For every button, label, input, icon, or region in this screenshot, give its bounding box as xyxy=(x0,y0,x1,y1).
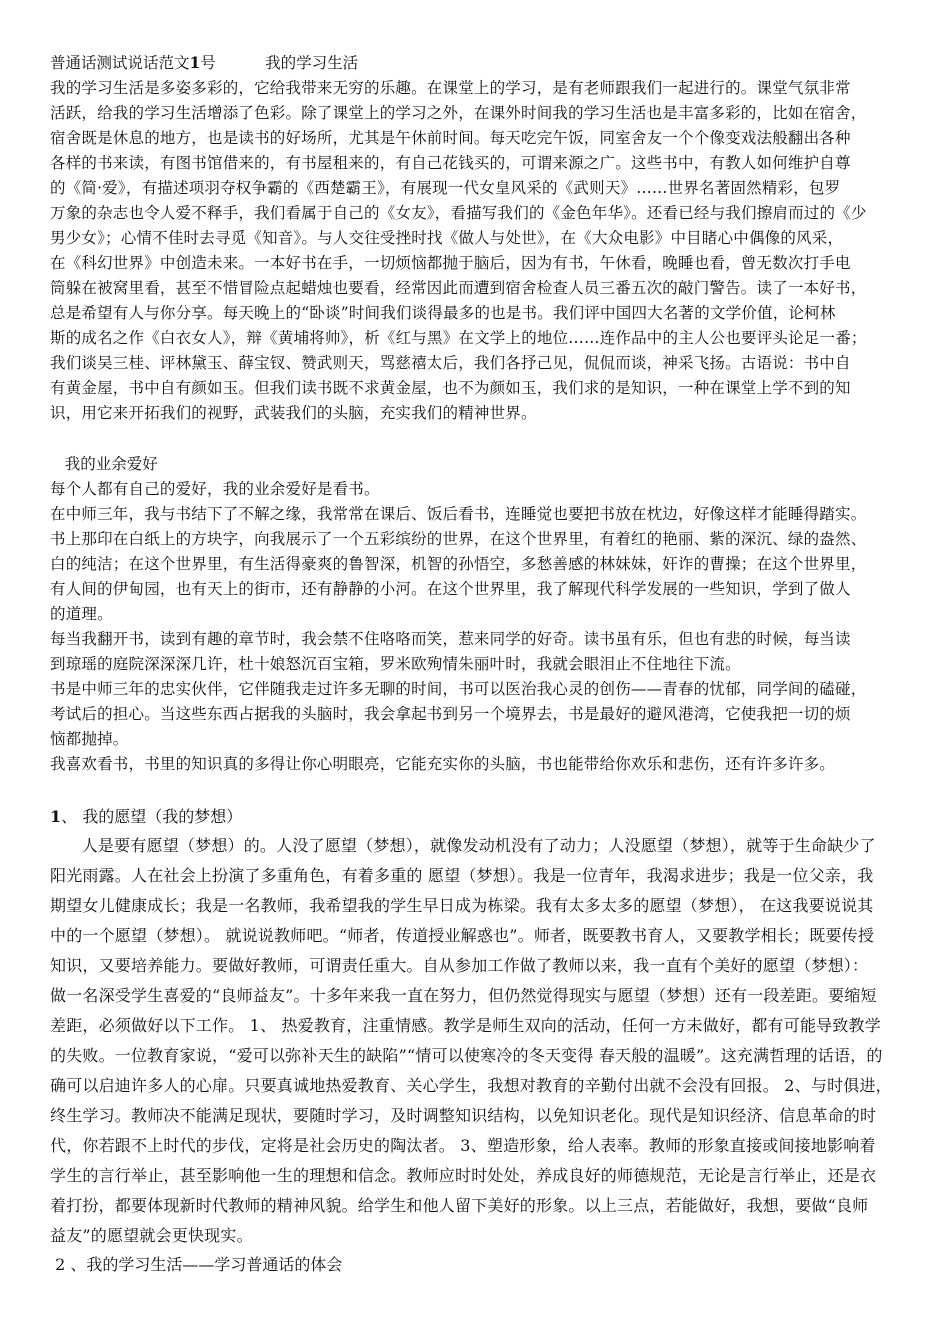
text-line: 男少女》；心情不佳时去寻觅《知音》。与人交往受挫时找《做人与处世》，在《大众电影》中目睹心中偶像的风采， xyxy=(50,229,844,247)
text-line: 万象的杂志也令人爱不释手，我们看属于自己的《女友》，看描写我们的《金色年华》。还看已经与我们擦肩而过的《少 xyxy=(50,204,867,222)
section-title xyxy=(50,50,908,76)
section-title xyxy=(50,803,908,831)
text-line: 白的纯洁；在这个世界里，有生活得豪爽的鲁智深，机智的孙悟空，多愁善感的林妹妹，奸诈的曹操；在这个世界里， xyxy=(50,555,867,573)
title-text: 普通话测试说话范文 xyxy=(50,54,190,72)
text-line: 书上那印在白纸上的方块字，向我展示了一个五彩缤纷的世界，在这个世界里，有着红的艳丽、紫的深沉、绿的盎然、 xyxy=(50,530,867,548)
text-line: 的道理。 xyxy=(50,605,113,623)
text-line: 人是要有愿望（梦想）的。人没了愿望（梦想），就像发动机没有了动力；人没愿望（梦想），就等于生命缺少了 xyxy=(50,836,876,855)
section-gap xyxy=(50,426,908,452)
text-line: 阳光雨露。人在社会上扮演了多重角色，有着多重的 愿望（梦想）。我是一位青年，我渴求进步；我是一位父亲，我 xyxy=(50,866,874,885)
text-line: 恼都抛掉。 xyxy=(50,730,129,748)
title-spacer xyxy=(216,54,265,72)
section-body xyxy=(50,76,908,426)
text-line: 识，用它来开拓我们的视野，武装我们的头脑，充实我们的精神世界。 xyxy=(50,404,537,422)
section-study-life xyxy=(50,50,908,426)
text-line: 各样的书来读，有图书馆借来的，有书屋租来的，有自己花钱买的，可谓来源之广。这些书中，有教人如何维护自尊 xyxy=(50,154,851,172)
text-line: 在中师三年，我与书结下了不解之缘，我常常在课后、饭后看书，连睡觉也要把书放在枕边，好像这样才能睡得踏实。 xyxy=(50,505,867,523)
text-line: 我们谈吴三桂、评林黛玉、薛宝钗、赞武则天，骂慈禧太后，我们各抒己见，侃侃而谈，神采飞扬。古语说：书中自 xyxy=(50,354,851,372)
text-line: 有人间的伊甸园，也有天上的街市，还有静静的小河。在这个世界里，我了解现代科学发展的一些知识，学到了做人 xyxy=(50,580,851,598)
text-line: 每个人都有自己的爱好，我的业余爱好是看书。 xyxy=(50,480,380,498)
text-line: 的失败。一位教育家说，“爱可以弥补天生的缺陷”“情可以使寒冷的冬天变得 春天般的温暖”。这充满哲理的话语，的 xyxy=(50,1046,883,1065)
text-line: 活跃，给我的学习生活增添了色彩。除了课堂上的学习之外，在课外时间我的学习生活也是丰富多彩的，比如在宿舍， xyxy=(50,104,867,122)
text-line: 中的一个愿望（梦想）。 就说说教师吧。“师者，传道授业解惑也”。师者，既要教书育人，又要教学相长；既要传授 xyxy=(50,926,875,945)
text-line: 差距，必须做好以下工作。 1、 热爱教育，注重情感。教学是师生双向的活动，任何一方未做好，都有可能导致教学 xyxy=(50,1016,881,1035)
title-suffix: 号 xyxy=(200,54,216,72)
text-line: 斯的成名之作《白衣女人》，辩《黄埔将帅》，析《红与黑》在文学上的地位……连作品中的主人公也要评头论足一番； xyxy=(50,329,867,347)
section-hobby xyxy=(50,452,908,777)
text-line: 代，你若跟不上时代的步伐，定将是社会历史的陶汰者。 3、塑造形象，给人表率。教师的形象直接或间接地影响着 xyxy=(50,1136,876,1155)
text-line: 做一名深受学生喜爱的“良师益友”。十多年来我一直在努力，但仍然觉得现实与愿望（梦想）还有一段差距。要缩短 xyxy=(50,986,877,1005)
section-putonghua xyxy=(50,1251,908,1279)
section-body xyxy=(50,477,908,777)
section-body xyxy=(50,831,908,1251)
text-line: 确可以启迪许多人的心扉。只要真诚地热爱教育、关心学生，我想对教育的辛勤付出就不会没有回报。 2、与时俱进， xyxy=(50,1076,892,1095)
text-line: 书是中师三年的忠实伙伴，它伴随我走过许多无聊的时间，书可以医治我心灵的创伤——青春的忧郁，同学间的磕碰， xyxy=(50,680,867,698)
title-number: 1 xyxy=(189,53,201,72)
text-line: 宿舍既是休息的地方，也是读书的好场所，尤其是午休前时间。每天吃完午饭，同室舍友一个个像变戏法般翻出各种 xyxy=(50,129,851,147)
section-wish xyxy=(50,803,908,1251)
text-line: 我喜欢看书，书里的知识真的多得让你心明眼亮，它能充实你的头脑，书也能带给你欢乐和悲伤，还有许多许多。 xyxy=(50,755,836,773)
text-line: 总是希望有人与你分享。每天晚上的“卧谈”时间我们谈得最多的也是书。我们评中国四大名著的文学价值，论柯林 xyxy=(50,304,836,322)
text-line: 期望女儿健康成长；我是一名教师，我希望我的学生早日成为栋梁。我有太多太多的愿望（梦想）， 在这我要说说其 xyxy=(50,896,874,915)
text-line: 益友”的愿望就会更快现实。 xyxy=(50,1226,253,1245)
text-line: 知识，又要培养能力。要做好教师，可谓责任重大。自从参加工作做了教师以来，我一直有个美好的愿望（梦想）： xyxy=(50,956,869,975)
text-line: 我的学习生活是多姿多彩的，它给我带来无穷的乐趣。在课堂上的学习，是有老师跟我们一起进行的。课堂气氛非常 xyxy=(50,79,851,97)
text-line: 到琼瑶的庭院深深深几许，杜十娘怒沉百宝箱，罗米欧殉情朱丽叶时，我就会眼泪止不住地往下流。 xyxy=(50,655,741,673)
title-text: 、 我的愿望（我的梦想） xyxy=(61,807,243,826)
section-title: 2 、我的学习生活——学习普通话的体会 xyxy=(50,1255,343,1274)
section-title: 我的业余爱好 xyxy=(50,455,158,473)
text-line: 在《科幻世界》中创造未来。一本好书在手，一切烦恼都抛于脑后，因为有书，午休看，晚睡也看，曾无数次打手电 xyxy=(50,254,851,272)
title-number: 1 xyxy=(50,807,62,826)
text-line: 有黄金屋，书中自有颜如玉。但我们读书既不求黄金屋，也不为颜如玉，我们求的是知识，一种在课堂上学不到的知 xyxy=(50,379,851,397)
text-line: 每当我翻开书，读到有趣的章节时，我会禁不住咯咯而笑，惹来同学的好奇。读书虽有乐，但也有悲的时候，每当读 xyxy=(50,630,851,648)
title-topic: 我的学习生活 xyxy=(265,54,359,72)
text-line: 的《简·爱》，有描述项羽夺权争霸的《西楚霸王》，有展现一代女皇风采的《武则天》……世界名著固然精彩，包罗 xyxy=(50,179,841,197)
text-line: 终生学习。教师决不能满足现状，要随时学习，及时调整知识结构，以免知识老化。现代是知识经济、信息革命的时 xyxy=(50,1106,877,1125)
document-page xyxy=(50,50,908,1279)
text-line: 着打扮，都要体现新时代教师的精神风貌。给学生和他人留下美好的形象。以上三点，若能做好，我想，要做“良师 xyxy=(50,1196,869,1215)
text-line: 筒躲在被窝里看，甚至不惜冒险点起蜡烛也要看，经常因此而遭到宿舍检查人员三番五次的敲门警告。读了一本好书， xyxy=(50,279,867,297)
text-line: 考试后的担心。当这些东西占据我的头脑时，我会拿起书到另一个境界去，书是最好的避风港湾，它使我把一切的烦 xyxy=(50,705,851,723)
text-line: 学生的言行举止，甚至影响他一生的理想和信念。教师应时时处处，养成良好的师德规范，无论是言行举止，还是衣 xyxy=(50,1166,877,1185)
section-gap xyxy=(50,777,908,803)
